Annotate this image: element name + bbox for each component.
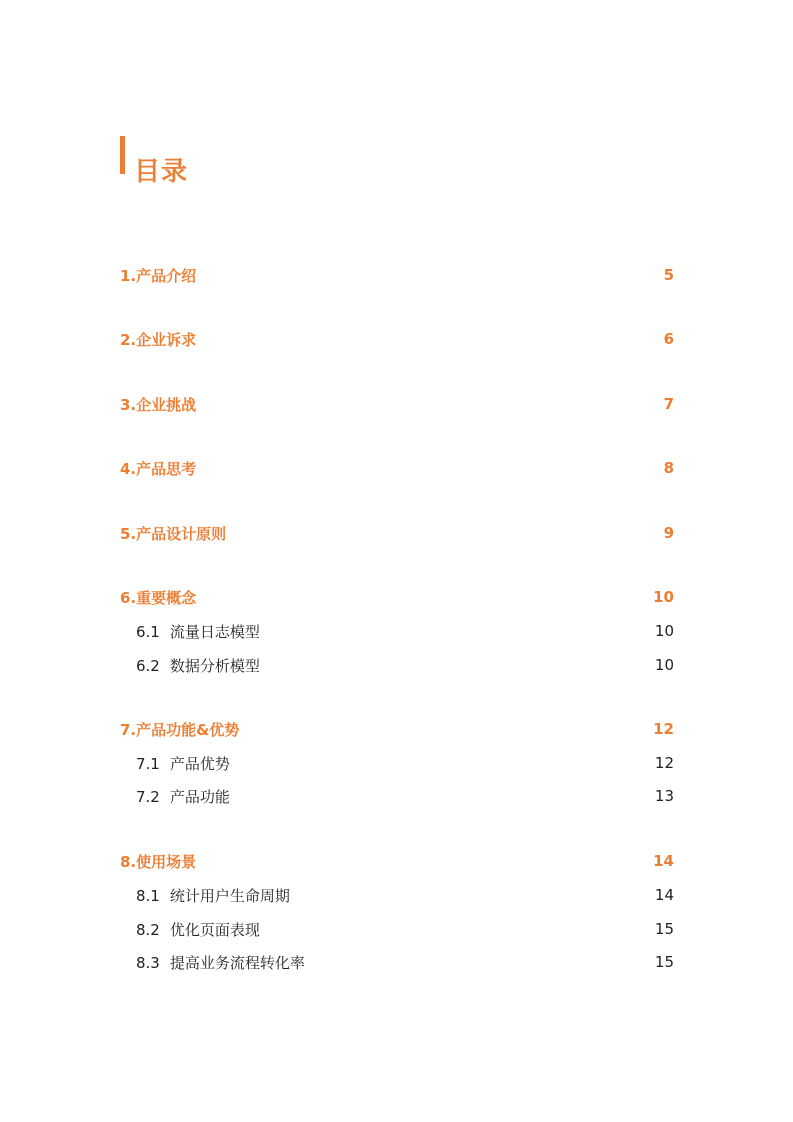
toc-subentry-page: 12: [654, 754, 674, 772]
toc-subentry-text: [136, 753, 230, 774]
toc-entry-page: 9: [663, 524, 674, 542]
toc-entry-label: 5.产品设计原则: [120, 524, 227, 543]
toc-entry-2[interactable]: [120, 327, 674, 351]
toc-entry-label: 2.企业诉求: [120, 330, 197, 349]
toc-entry-label: 6.重要概念: [120, 588, 197, 607]
toc-subentry-number: 8.3: [136, 953, 160, 972]
toc-entry-3[interactable]: [120, 392, 674, 416]
toc-entry-8[interactable]: [120, 849, 674, 873]
toc-subentry-page: 10: [654, 622, 674, 640]
toc-entry-7[interactable]: [120, 717, 674, 741]
toc-entry-page: 12: [653, 720, 674, 738]
toc-subentry-8-1[interactable]: [136, 883, 674, 907]
toc-entry-page: 8: [663, 459, 674, 477]
toc-subentry-label: 优化页面表现: [169, 920, 260, 939]
toc-subentry-number: 6.1: [136, 622, 160, 641]
toc-subentry-number: 8.2: [136, 920, 160, 939]
toc-subentry-label: 数据分析模型: [169, 656, 260, 675]
toc-subentry-8-3[interactable]: [136, 950, 674, 974]
toc-subentry-label: 流量日志模型: [169, 622, 260, 641]
toc-entry-page: 14: [653, 852, 674, 870]
toc-subentry-label: 统计用户生命周期: [169, 886, 290, 905]
toc-subentry-number: 6.2: [136, 656, 160, 675]
toc-subentry-number: 7.2: [136, 787, 160, 806]
toc-subentry-text: [136, 655, 260, 676]
toc-subentry-7-2[interactable]: [136, 784, 674, 808]
toc-subentry-6-1[interactable]: [136, 619, 674, 643]
toc-entry-4[interactable]: [120, 456, 674, 480]
toc-subentry-text: [136, 919, 260, 940]
toc-entry-5[interactable]: [120, 521, 674, 545]
toc-entry-6[interactable]: [120, 585, 674, 609]
toc-subentry-number: 8.1: [136, 886, 160, 905]
toc-entry-label: 8.使用场景: [120, 852, 197, 871]
toc-subentry-page: 15: [654, 953, 674, 971]
toc-entry-page: 5: [663, 266, 674, 284]
toc-subentry-page: 15: [654, 920, 674, 938]
toc-subentry-text: [136, 885, 290, 906]
toc-subentry-7-1[interactable]: [136, 751, 674, 775]
toc-subentry-label: 提高业务流程转化率: [169, 953, 305, 972]
toc-subentry-label: 产品优势: [169, 754, 230, 773]
toc-entry-label: 7.产品功能&优势: [120, 720, 240, 739]
toc-subentry-text: [136, 621, 260, 642]
toc-entry-label: 4.产品思考: [120, 459, 197, 478]
toc-subentry-8-2[interactable]: [136, 917, 674, 941]
toc-entry-1[interactable]: [120, 263, 674, 287]
toc-entry-label: 1.产品介绍: [120, 266, 197, 285]
toc-subentry-label: 产品功能: [169, 787, 230, 806]
toc-subentry-page: 13: [654, 787, 674, 805]
title-accent-bar: [120, 136, 125, 174]
toc-subentry-text: [136, 952, 305, 973]
toc-entry-page: 7: [663, 395, 674, 413]
page-title: 目录: [134, 157, 189, 187]
toc-entry-page: 10: [653, 588, 674, 606]
toc-subentry-6-2[interactable]: [136, 653, 674, 677]
toc-entry-page: 6: [663, 330, 674, 348]
toc-subentry-number: 7.1: [136, 754, 160, 773]
toc-entry-label: 3.企业挑战: [120, 395, 197, 414]
toc-subentry-page: 14: [654, 886, 674, 904]
toc-subentry-page: 10: [654, 656, 674, 674]
toc-subentry-text: [136, 786, 230, 807]
